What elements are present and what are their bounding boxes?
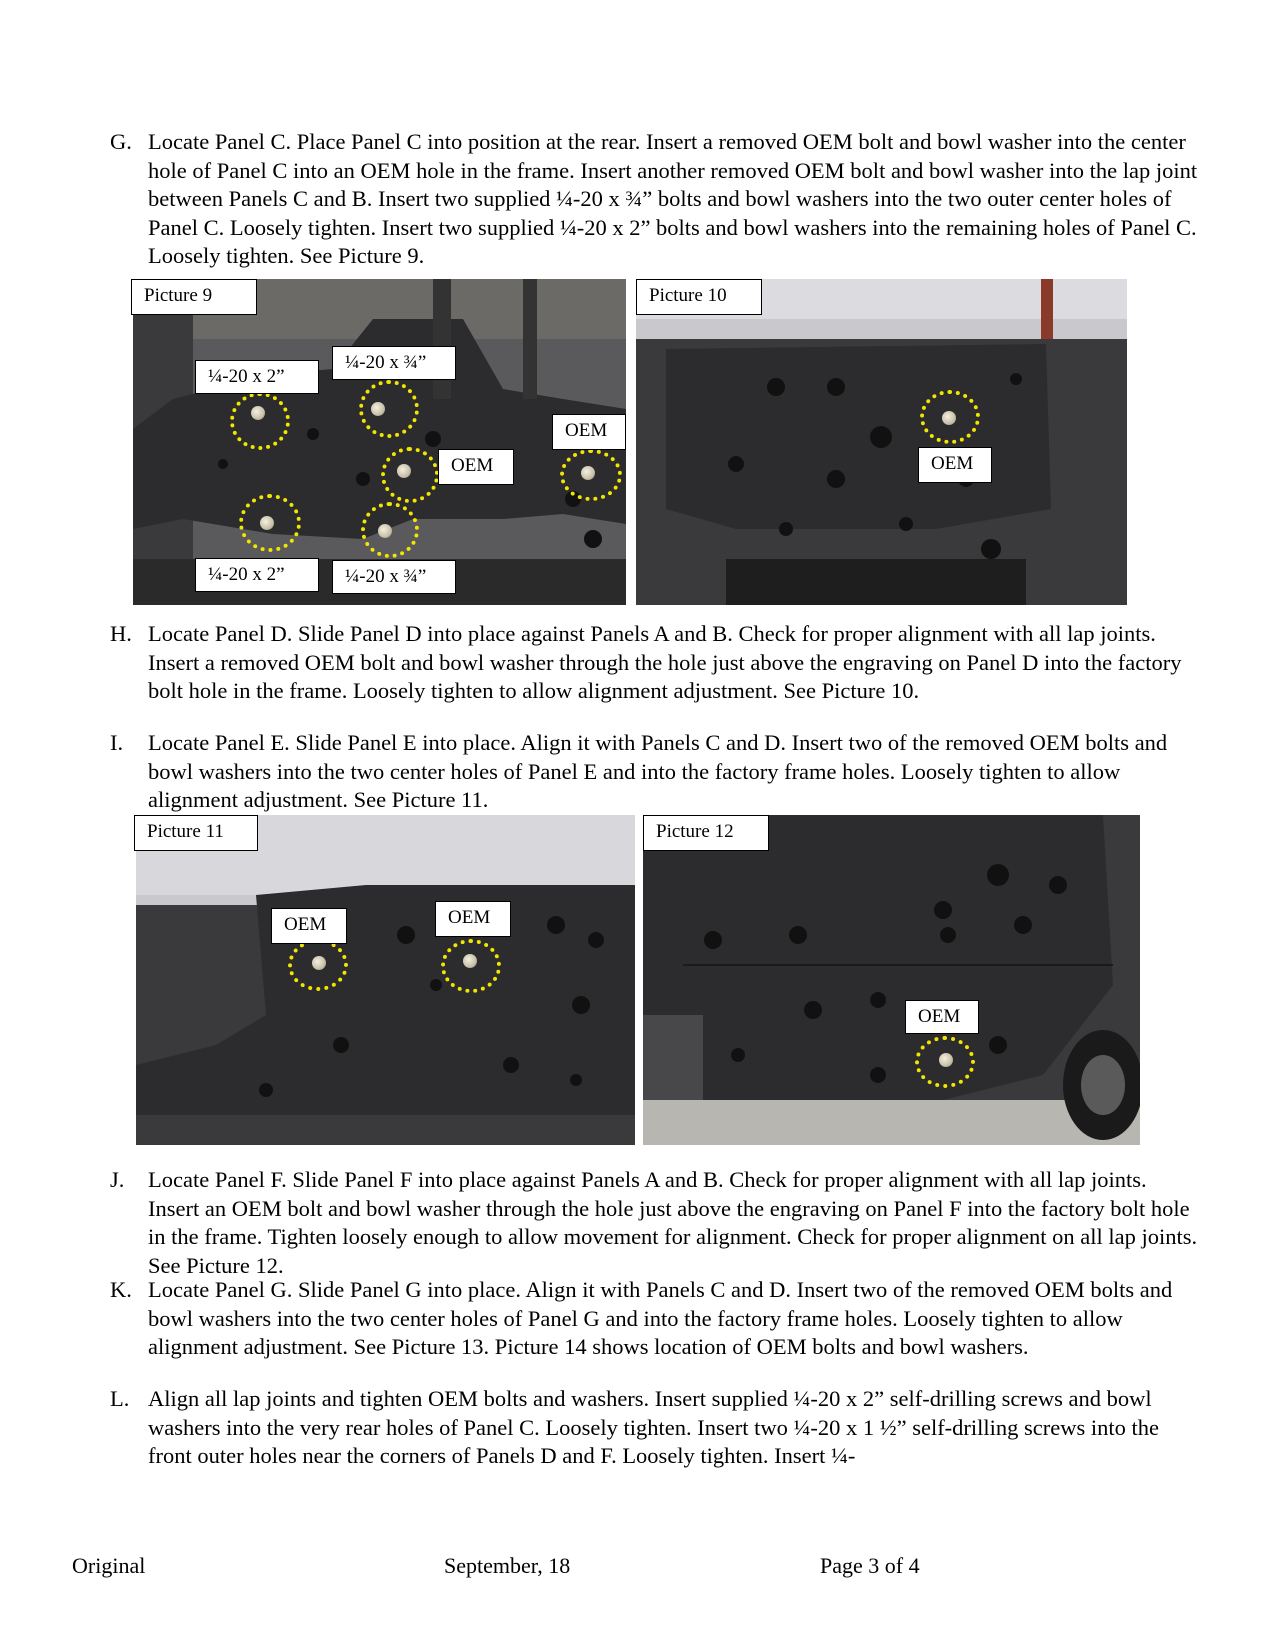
- callout-label: OEM: [905, 1000, 979, 1034]
- step-text: Locate Panel E. Slide Panel E into place. Align it with Panels C and D. Insert two of the removed OEM bolts and bowl washers into the two center holes of Panel E and into the factory frame holes. Loosely tighten to allow alignment adjustment. See Picture 11.: [148, 730, 1168, 812]
- highlight-circle: [361, 502, 419, 558]
- callout-label: ¼-20 x ¾”: [332, 560, 456, 594]
- step-letter: H.: [110, 621, 132, 646]
- step-i: [110, 729, 1200, 815]
- step-l: [110, 1385, 1200, 1471]
- picture-11-photo: [136, 815, 635, 1145]
- step-text: Locate Panel F. Slide Panel F into place against Panels A and B. Check for proper alignment with all lap joints. Insert an OEM bolt and bowl washer through the hole just above the engraving on Panel F into the factory bolt hole in the frame. Tighten loosely enough to allow movement for alignment. Check for proper alignment on all lap joints. See Picture 12.: [148, 1167, 1198, 1278]
- step-k: [110, 1276, 1200, 1362]
- footer-date: September, 18: [444, 1553, 571, 1578]
- step-h: [110, 620, 1200, 706]
- highlight-circle: [915, 1036, 975, 1088]
- picture-10-photo: [636, 279, 1127, 605]
- callout-label: OEM: [438, 449, 514, 485]
- picture-caption: Picture 9: [131, 279, 257, 315]
- picture-caption: Picture 10: [636, 279, 762, 315]
- highlight-circle: [920, 390, 980, 444]
- step-letter: G.: [110, 129, 132, 154]
- callout-label: OEM: [435, 901, 511, 937]
- callout-label: OEM: [552, 414, 626, 450]
- step-text: Locate Panel G. Slide Panel G into place. Align it with Panels C and D. Insert two of the removed OEM bolts and bowl washers into the two center holes of Panel G and into the factory frame holes. Loosely tighten to allow alignment adjustment. See Picture 13. Picture 14 shows location of OEM bolts and bowl washers.: [148, 1277, 1173, 1359]
- step-text: Locate Panel C. Place Panel C into position at the rear. Insert a removed OEM bolt and bowl washer into the center hole of Panel C into an OEM hole in the frame. Insert another removed OEM bolt and bowl washer into the lap joint between Panels C and B. Insert two supplied ¼-20 x ¾” bolts and bowl washers into the two outer center holes of Panel C. Loosely tighten. Insert two supplied ¼-20 x 2” bolts and bowl washers into the remaining holes of Panel C. Loosely tighten. See Picture 9.: [148, 129, 1198, 268]
- step-letter: K.: [110, 1277, 132, 1302]
- callout-label: ¼-20 x 2”: [195, 558, 319, 592]
- highlight-circle: [288, 939, 348, 991]
- step-letter: I.: [110, 730, 124, 755]
- highlight-circle: [381, 447, 439, 503]
- picture-caption: Picture 12: [643, 815, 769, 851]
- picture-12-photo: [643, 815, 1140, 1145]
- highlight-circle: [359, 380, 419, 438]
- highlight-circle: [230, 392, 290, 450]
- picture-caption: Picture 11: [134, 815, 258, 851]
- highlight-circle: [239, 494, 301, 552]
- step-j: [110, 1166, 1200, 1280]
- callout-label: OEM: [918, 447, 992, 483]
- highlight-circle: [441, 939, 501, 993]
- step-text: Align all lap joints and tighten OEM bolts and washers. Insert supplied ¼-20 x 2” self-drilling screws and bowl washers into the very rear holes of Panel C. Loosely tighten. Insert two ¼-20 x 1 ½” self-drilling screws into the front outer holes near the corners of Panels D and F. Loosely tighten. Insert ¼-: [148, 1386, 1160, 1468]
- callout-label: OEM: [271, 908, 347, 944]
- callout-label: ¼-20 x 2”: [195, 360, 319, 394]
- step-letter: L.: [110, 1386, 130, 1411]
- step-g: [110, 128, 1200, 271]
- step-letter: J.: [110, 1167, 125, 1192]
- highlight-circle: [560, 449, 622, 501]
- footer-revision: Original: [72, 1553, 146, 1578]
- callout-label: ¼-20 x ¾”: [332, 346, 456, 380]
- step-text: Locate Panel D. Slide Panel D into place against Panels A and B. Check for proper alignment with all lap joints. Insert a removed OEM bolt and bowl washer through the hole just above the engraving on Panel D into the factory bolt hole in the frame. Loosely tighten to allow alignment adjustment. See Picture 10.: [148, 621, 1182, 703]
- footer-page-number: Page 3 of 4: [820, 1553, 920, 1578]
